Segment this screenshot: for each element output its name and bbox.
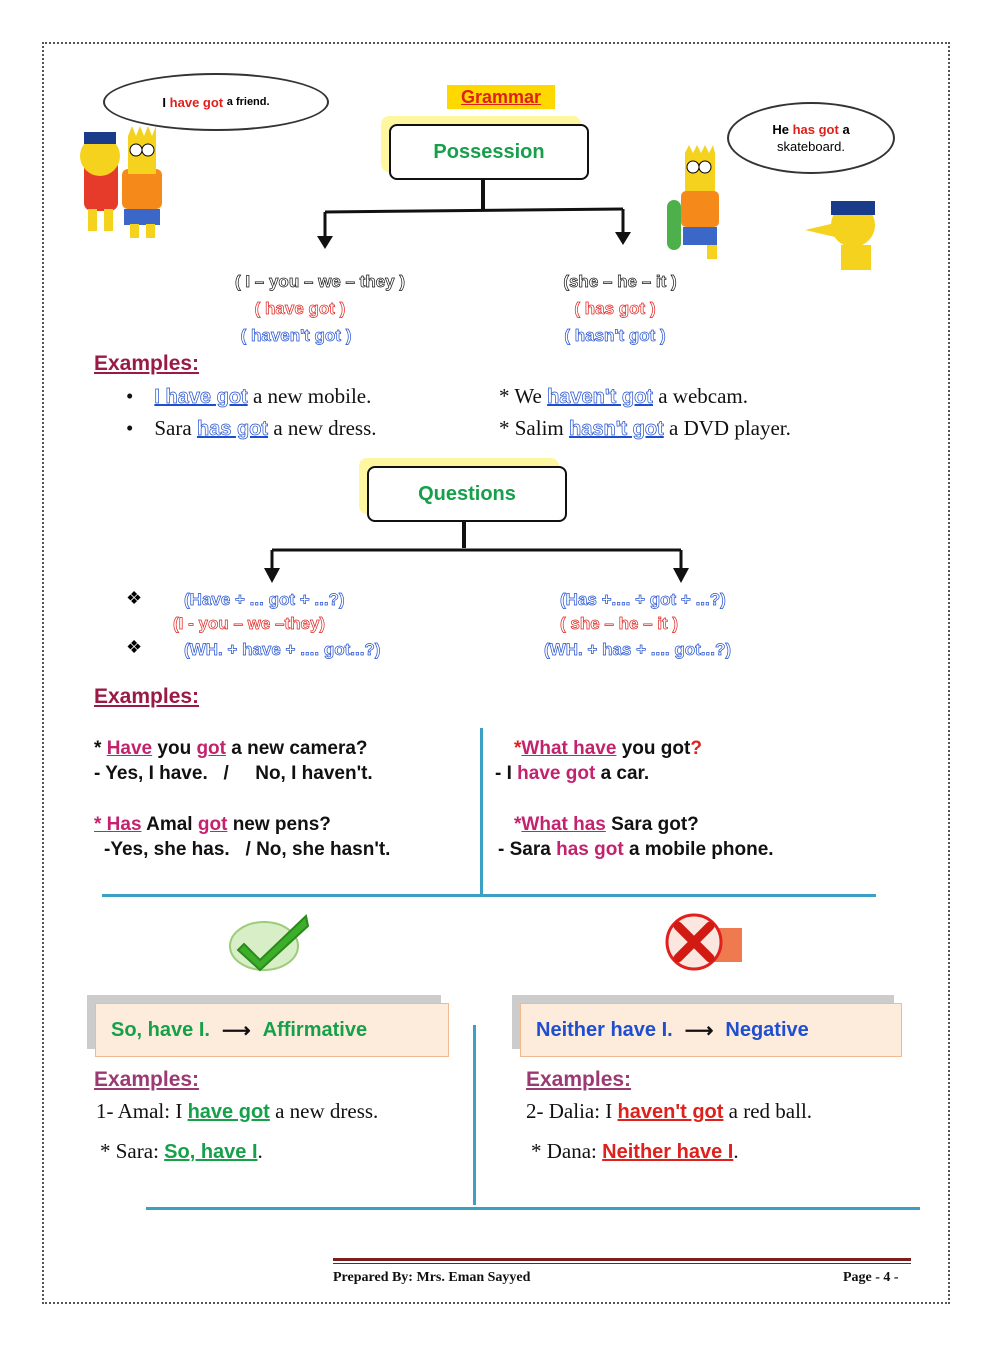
question-mark: ? bbox=[690, 738, 702, 759]
negative-example-1 bbox=[526, 1099, 812, 1124]
wh-question-structure-have: (WH. + have + .... got...?) bbox=[184, 640, 381, 659]
qe4a-rest: a mobile phone. bbox=[628, 839, 774, 860]
example-1-verb: I have got bbox=[154, 386, 248, 408]
bullet: • bbox=[126, 416, 134, 440]
questions-box bbox=[367, 466, 567, 522]
question-structure-have: (Have + ... got + ...?) bbox=[184, 590, 345, 609]
bubble-right-post: a bbox=[842, 122, 850, 137]
example-line-2 bbox=[126, 416, 377, 441]
qe1-subject: you bbox=[157, 738, 192, 759]
qe1-rest: a new camera? bbox=[231, 738, 368, 759]
bubble-right-pre: He bbox=[772, 122, 789, 137]
neither-have-i-box bbox=[520, 1003, 902, 1057]
qe2-got: got bbox=[197, 814, 228, 835]
grammar-title-highlight bbox=[447, 85, 555, 109]
have-got-form: ( have got ) bbox=[254, 299, 346, 318]
aff2-rest: . bbox=[257, 1139, 263, 1163]
affirmative-label: Affirmative bbox=[262, 1018, 368, 1041]
question-example-2 bbox=[94, 814, 331, 836]
footer-author: Prepared By: Mrs. Eman Sayyed bbox=[333, 1270, 531, 1285]
star: * bbox=[514, 814, 522, 835]
examples-heading-1: Examples: bbox=[94, 352, 200, 375]
bubble-left-pre: I bbox=[162, 94, 167, 110]
bubble-left-rest: a friend. bbox=[226, 95, 270, 108]
footer-rule-thick bbox=[333, 1258, 911, 1261]
example-line-1 bbox=[126, 384, 371, 409]
so-have-i-box bbox=[95, 1003, 449, 1057]
question-example-1-answer: - Yes, I have. / No, I haven't. bbox=[94, 763, 373, 784]
possession-box bbox=[389, 124, 589, 180]
check-mark-icon bbox=[228, 912, 312, 979]
neg1-rest: a red ball. bbox=[728, 1099, 813, 1123]
qe1-got: got bbox=[196, 738, 226, 759]
subjects-plural: ( I – you – we – they ) bbox=[234, 272, 406, 291]
possession-tree-connector bbox=[310, 176, 640, 256]
qe3-what-have: What have bbox=[521, 738, 617, 759]
question-subjects-singular: ( she – he – it ) bbox=[560, 614, 679, 633]
question-structure-has: (Has +.... + got + ...?) bbox=[560, 590, 726, 609]
question-subjects-plural: (I - you – we –they) bbox=[173, 614, 326, 633]
diamond-bullet-icon: ❖ bbox=[126, 588, 143, 608]
qe3-rest: you got bbox=[621, 738, 691, 759]
horizontal-divider-bottom bbox=[146, 1207, 920, 1210]
questions-tree-connector bbox=[260, 518, 700, 590]
example-3-verb: haven't got bbox=[547, 386, 653, 408]
negative-example-2 bbox=[531, 1139, 739, 1164]
negative-label: Negative bbox=[725, 1018, 809, 1041]
question-example-2-answer: -Yes, she has. / No, she hasn't. bbox=[104, 839, 391, 860]
arrow-right-icon: ⟶ bbox=[221, 1019, 251, 1042]
qe4a-pre: - Sara bbox=[498, 839, 551, 860]
hasnt-got-form: ( hasn't got ) bbox=[564, 326, 666, 345]
qe3a-pre: - I bbox=[495, 763, 512, 784]
qe4a-verb: has got bbox=[556, 839, 624, 860]
aff1-verb: have got bbox=[187, 1101, 270, 1123]
affirmative-example-2 bbox=[100, 1139, 263, 1164]
horizontal-divider-middle bbox=[102, 894, 876, 897]
diamond-bullet-icon: ❖ bbox=[126, 637, 143, 657]
example-2-subject: Sara bbox=[154, 416, 192, 440]
qe2-rest: new pens? bbox=[232, 814, 331, 835]
qe2-has: * Has bbox=[94, 814, 142, 835]
arrow-right-icon: ⟶ bbox=[684, 1019, 714, 1042]
qe2-subject: Amal bbox=[146, 814, 193, 835]
neg1-pre: 2- Dalia: I bbox=[526, 1099, 613, 1123]
qe3a-verb: have got bbox=[517, 763, 596, 784]
neg2-rest: . bbox=[733, 1139, 739, 1163]
question-example-4 bbox=[514, 814, 699, 836]
possession-label: Possession bbox=[433, 140, 545, 163]
examples-heading-3: Examples: bbox=[94, 1068, 200, 1091]
question-example-4-answer bbox=[498, 839, 774, 861]
vertical-divider-bottom bbox=[473, 1025, 476, 1205]
vertical-divider-top bbox=[480, 728, 483, 896]
so-have-i-label: So, have I. bbox=[111, 1018, 210, 1041]
qe4-rest: Sara got? bbox=[611, 814, 699, 835]
question-example-3-answer bbox=[495, 763, 649, 785]
bubble-right-line2: skateboard. bbox=[777, 139, 845, 154]
aff2-pre: * Sara: bbox=[100, 1139, 159, 1163]
speech-bubble-left bbox=[103, 73, 329, 131]
affirmative-example-1 bbox=[96, 1099, 378, 1124]
has-got-form: ( has got ) bbox=[574, 299, 656, 318]
example-3-rest: a webcam. bbox=[658, 384, 749, 408]
bubble-right-verb: has got bbox=[792, 122, 839, 137]
neither-have-i-label: Neither have I. bbox=[536, 1018, 673, 1041]
example-4-rest: a DVD player. bbox=[669, 416, 791, 440]
example-line-3 bbox=[499, 384, 748, 409]
example-2-rest: a new dress. bbox=[273, 416, 377, 440]
havent-got-form: ( haven't got ) bbox=[240, 326, 352, 345]
question-example-3 bbox=[514, 738, 702, 760]
star: * bbox=[514, 738, 522, 759]
footer-rule-thin bbox=[333, 1263, 911, 1264]
examples-heading-4: Examples: bbox=[526, 1068, 632, 1091]
star: * bbox=[94, 738, 102, 759]
bubble-left-verb: have got bbox=[169, 94, 224, 110]
examples-heading-2: Examples: bbox=[94, 685, 200, 708]
qe3a-rest: a car. bbox=[600, 763, 650, 784]
neg2-verb: Neither have I bbox=[602, 1141, 734, 1163]
neg2-pre: * Dana: bbox=[531, 1139, 597, 1163]
page-title: Grammar bbox=[460, 86, 542, 107]
page-number: Page - 4 - bbox=[843, 1270, 899, 1285]
wh-question-structure-has: (WH. + has + .... got...?) bbox=[544, 640, 732, 659]
qe1-have: Have bbox=[106, 738, 153, 759]
question-example-1 bbox=[94, 738, 368, 760]
example-2-verb: has got bbox=[196, 418, 269, 440]
questions-label: Questions bbox=[418, 482, 516, 505]
x-mark-icon bbox=[664, 912, 744, 979]
example-1-rest: a new mobile. bbox=[252, 384, 372, 408]
example-4-pre: * Salim bbox=[499, 416, 564, 440]
bullet: • bbox=[126, 384, 134, 408]
aff1-rest: a new dress. bbox=[275, 1099, 379, 1123]
subjects-singular: (she – he – it ) bbox=[563, 272, 677, 291]
neg1-verb: haven't got bbox=[617, 1101, 724, 1123]
example-4-verb: hasn't got bbox=[569, 418, 664, 440]
aff1-pre: 1- Amal: I bbox=[96, 1099, 183, 1123]
cartoon-skateboard-image bbox=[655, 145, 895, 270]
example-line-4 bbox=[499, 416, 791, 441]
aff2-verb: So, have I bbox=[164, 1141, 258, 1163]
example-3-pre: * We bbox=[499, 384, 542, 408]
qe4-what-has: What has bbox=[521, 814, 606, 835]
